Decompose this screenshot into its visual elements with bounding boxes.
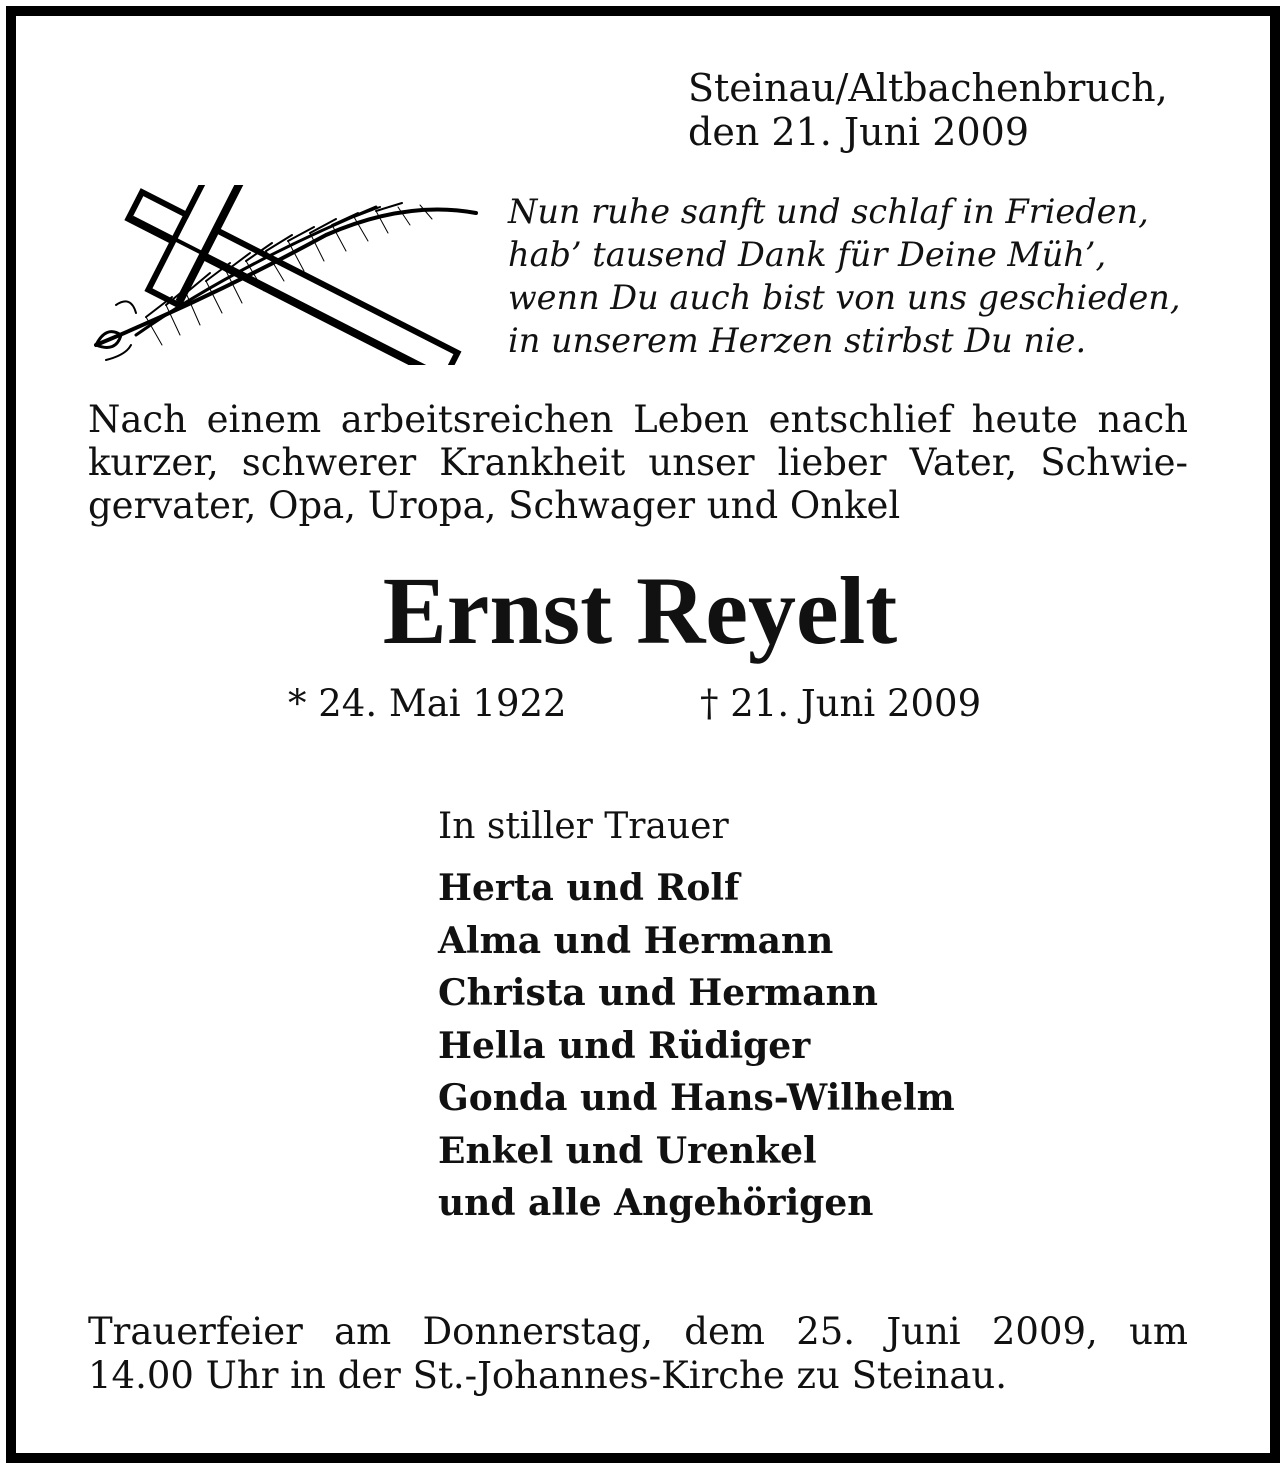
mourners-list [438,862,955,1230]
mourner-entry: Christa und Hermann [438,972,878,1014]
cross-with-palm-frond-icon [76,185,486,365]
mourner-entry: Gonda und Hans-Wilhelm [438,1077,955,1119]
intro-paragraph [88,398,1188,527]
deceased-name: Ernst Reyelt [382,557,898,664]
poem-line: hab’ tausend Dank für Deine Müh’, [508,235,1107,274]
intro-line: gervater, Opa, Uropa, Schwager und Onkel [88,484,901,527]
poem-line: in unserem Herzen stirbst Du nie. [508,321,1087,360]
intro-line: kurzer, schwerer Krankheit unser lieber Vater, Schwie- [88,441,1188,484]
poem-line: wenn Du auch bist von uns geschieden, [508,278,1181,317]
mourner-entry: und alle Angehörigen [438,1182,874,1224]
mourner-entry: Hella und Rüdiger [438,1024,811,1067]
poem [508,190,1181,362]
mourner-entry: Alma und Hermann [438,919,834,962]
birth-date: * 24. Mai 1922 [288,682,567,725]
service-line: Trauerfeier am Donnerstag, dem 25. Juni 2009, um [88,1310,1188,1353]
death-date: † 21. Juni 2009 [700,682,982,725]
mourning-intro: In stiller Trauer [438,806,729,847]
service-line: 14.00 Uhr in der St.-Johannes-Kirche zu Steinau. [88,1354,1008,1397]
mourner-entry: Enkel und Urenkel [438,1129,817,1172]
intro-line: Nach einem arbeitsreichen Leben entschlief heute nach [88,398,1188,441]
mourner-entry: Herta und Rolf [438,867,740,909]
poem-line: Nun ruhe sanft und schlaf in Frieden, [508,192,1149,231]
funeral-service-info [88,1310,1188,1398]
date-line: den 21. Juni 2009 [688,110,1029,154]
place-date-block [688,66,1168,154]
place-line: Steinau/Altbachenbruch, [688,66,1168,110]
